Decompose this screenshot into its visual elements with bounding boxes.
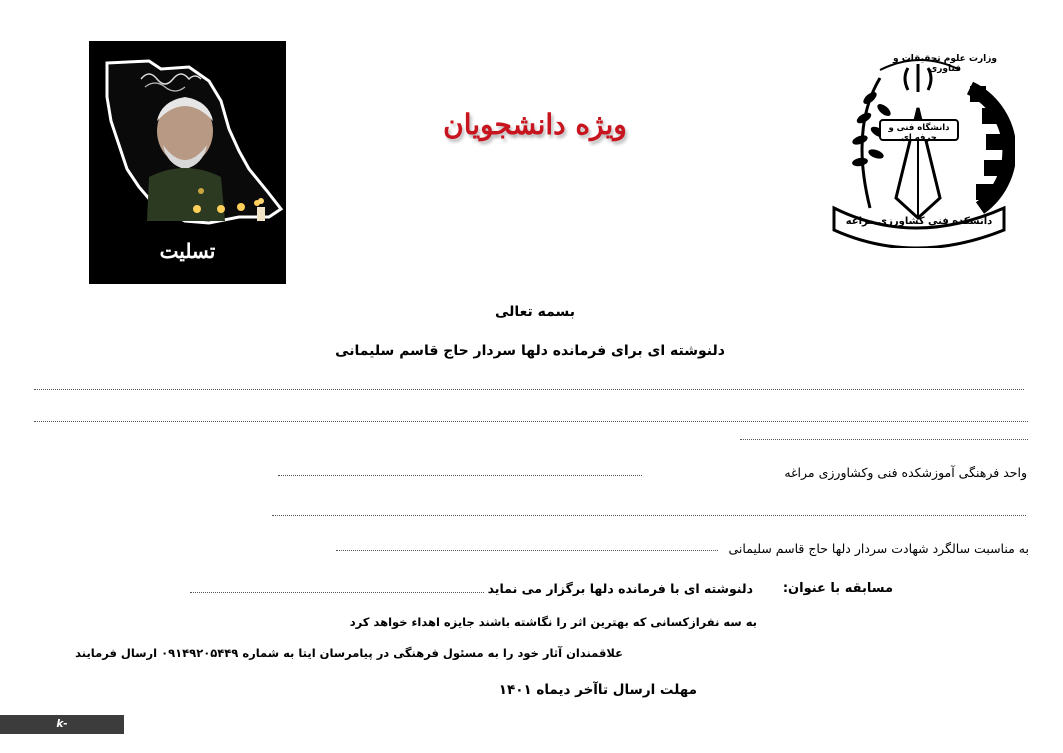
unit-text: واحد فرهنگی آموزشکده فنی وکشاورزی مراغه — [784, 465, 1027, 480]
website-badge[interactable]: k-maragheh.nus.ac.ir — [0, 715, 124, 734]
submission-text: علاقمندان آثار خود را به مسئول فرهنگی در پیامرسان ایتا به شماره ۰۹۱۴۹۲۰۵۴۴۹ ارسال فرمایند — [75, 646, 623, 660]
page-title: ویژه دانشجویان — [443, 108, 627, 141]
deadline-text: مهلت ارسال تاآخر دیماه ۱۴۰۱ — [498, 682, 697, 698]
occasion-text: به مناسبت سالگرد شهادت سردار دلها حاج قاسم سلیمانی — [728, 541, 1029, 556]
competition-label: مسابقه با عنوان: — [782, 581, 893, 596]
portrait-image — [89, 41, 286, 284]
university-logo — [820, 48, 1015, 248]
dotted-line — [190, 592, 484, 593]
logo-bottom-text: دانشکده فنی کشاورزی مراغه — [845, 216, 993, 227]
dotted-line — [740, 439, 1028, 440]
dotted-line — [278, 475, 642, 476]
dotted-line — [336, 550, 718, 551]
document-heading: دلنوشته ای برای فرمانده دلها سردار حاج قاسم سلیمانی — [335, 343, 725, 359]
portrait-caption: تسلیت — [159, 239, 216, 263]
dotted-line — [272, 515, 1026, 516]
basmala: بسمه تعالی — [494, 304, 576, 320]
competition-title: دلنوشته ای با فرمانده دلها برگزار می نماید — [487, 581, 753, 596]
dotted-line — [34, 389, 1024, 390]
prize-text: به سه نفرازکسانی که بهترین اثر را نگاشته باشند جایزه اهداء خواهد کرد — [349, 615, 757, 629]
dotted-line — [34, 421, 1028, 422]
logo-top-text: وزارت علوم تحقیقات و فناوری — [892, 54, 998, 74]
logo-center-text: دانشگاه فنی و حرفه ای — [888, 123, 950, 143]
